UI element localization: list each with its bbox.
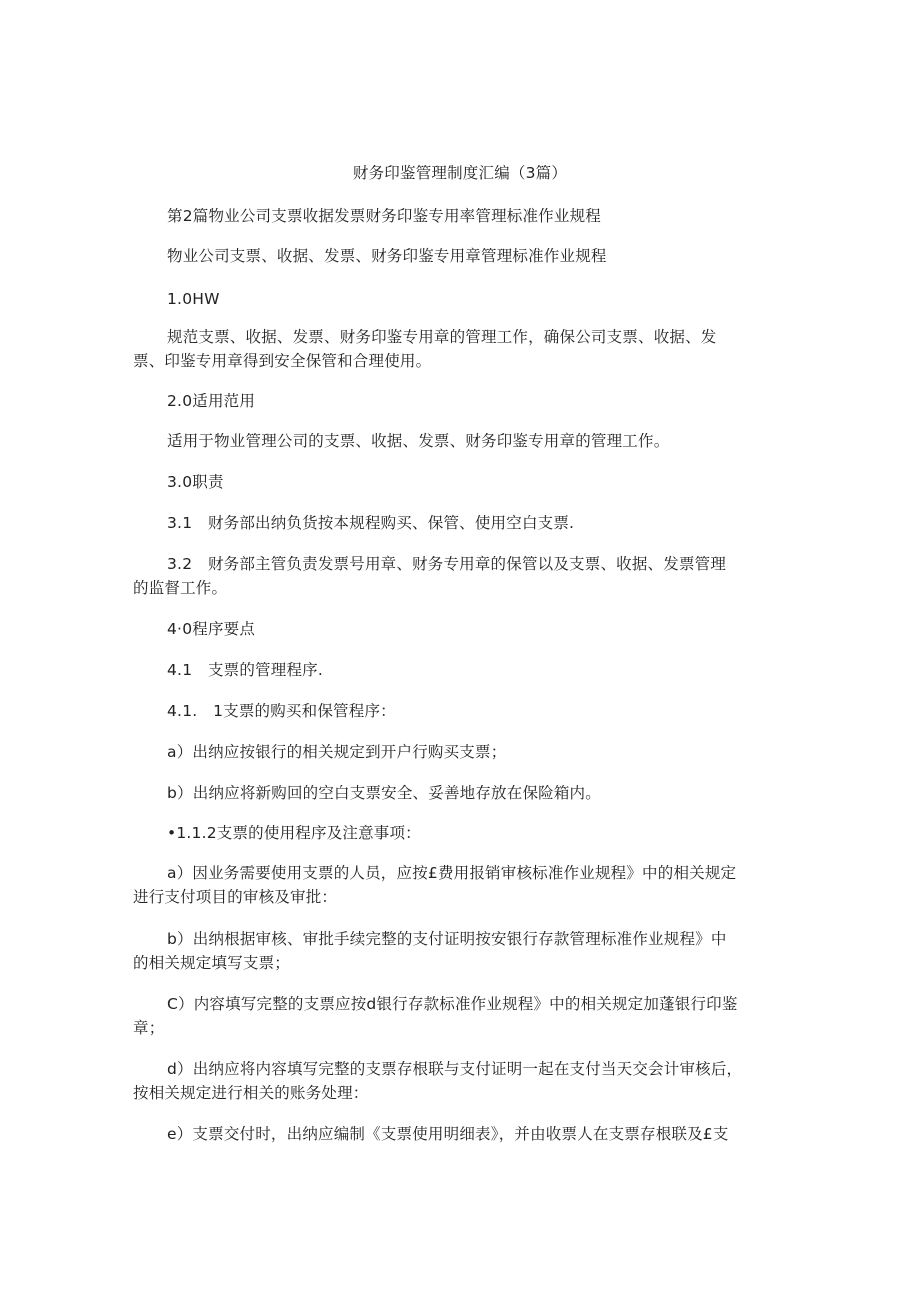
section-4-1-2-b-line-1: b）出纳根据审核、审批手续完整的支付证明按安银行存款管理标准作业规程》中 — [167, 930, 727, 948]
document-heading: 物业公司支票、收据、发票、财务印鉴专用章管理标准作业规程 — [167, 247, 607, 265]
section-2-body: 适用于物业管理公司的支票、收据、发票、财务印鉴专用章的管理工作。 — [167, 432, 670, 450]
section-4-1-1-a: a）出纳应按银行的相关规定到开户行购买支票； — [167, 743, 507, 761]
document-title: 财务印鉴管理制度汇编（3篇） — [352, 164, 568, 182]
section-3-1: 3.1 财务部出纳负货按本规程购买、保管、使用空白支票. — [167, 514, 575, 532]
section-1-body-line-2: 票、印鉴专用章得到安全保管和合理使用。 — [133, 352, 432, 370]
section-4-1-2-b-line-2: 的相关规定填写支票； — [133, 954, 291, 972]
section-3-2-line-1: 3.2 财务部主管负责发票号用章、财务专用章的保管以及支票、收据、发票管理 — [167, 555, 727, 573]
section-4-1: 4.1 支票的管理程序. — [167, 661, 323, 679]
section-4-1-1: 4.1. 1支票的购买和保管程序： — [167, 702, 396, 720]
section-3-2-line-2: 的监督工作。 — [133, 579, 228, 597]
section-4-1-2-c-line-2: 章； — [133, 1019, 165, 1037]
section-4-heading: 4·0程序要点 — [167, 620, 256, 638]
section-4-1-2-e-line-1: e）支票交付时，出纳应编制《支票使用明细表》，并由收票人在支票存根联及£支 — [167, 1125, 729, 1143]
section-4-1-2-d-line-2: 按相关规定进行相关的账务处理： — [133, 1084, 369, 1102]
section-4-1-2-a-line-1: a）因业务需要使用支票的人员，应按£费用报销审核标准作业规程》中的相关规定 — [167, 864, 737, 882]
section-4-1-2-d-line-1: d）出纳应将内容填写完整的支票存根联与支付证明一起在支付当天交会计审核后， — [167, 1060, 743, 1078]
section-3-heading: 3.0职责 — [167, 473, 224, 491]
section-1-body-line-1: 规范支票、收据、发票、财务印鉴专用章的管理工作，确保公司支票、收据、发 — [167, 328, 717, 346]
section-4-1-2: •1.1.2支票的使用程序及注意事项： — [167, 824, 421, 842]
section-1-heading: 1.0HW — [167, 290, 220, 308]
section-4-1-1-b: b）出纳应将新购回的空白支票安全、妥善地存放在保险箱内。 — [167, 784, 601, 802]
section-4-1-2-a-line-2: 进行支付项目的审核及审批： — [133, 888, 338, 906]
section-2-heading: 2.0适用范用 — [167, 392, 256, 410]
section-4-1-2-c-line-1: C）内容填写完整的支票应按d银行存款标准作业规程》中的相关规定加蓬银行印鉴 — [167, 995, 738, 1013]
document-subtitle: 第2篇物业公司支票收据发票财务印鉴专用率管理标准作业规程 — [167, 207, 601, 225]
